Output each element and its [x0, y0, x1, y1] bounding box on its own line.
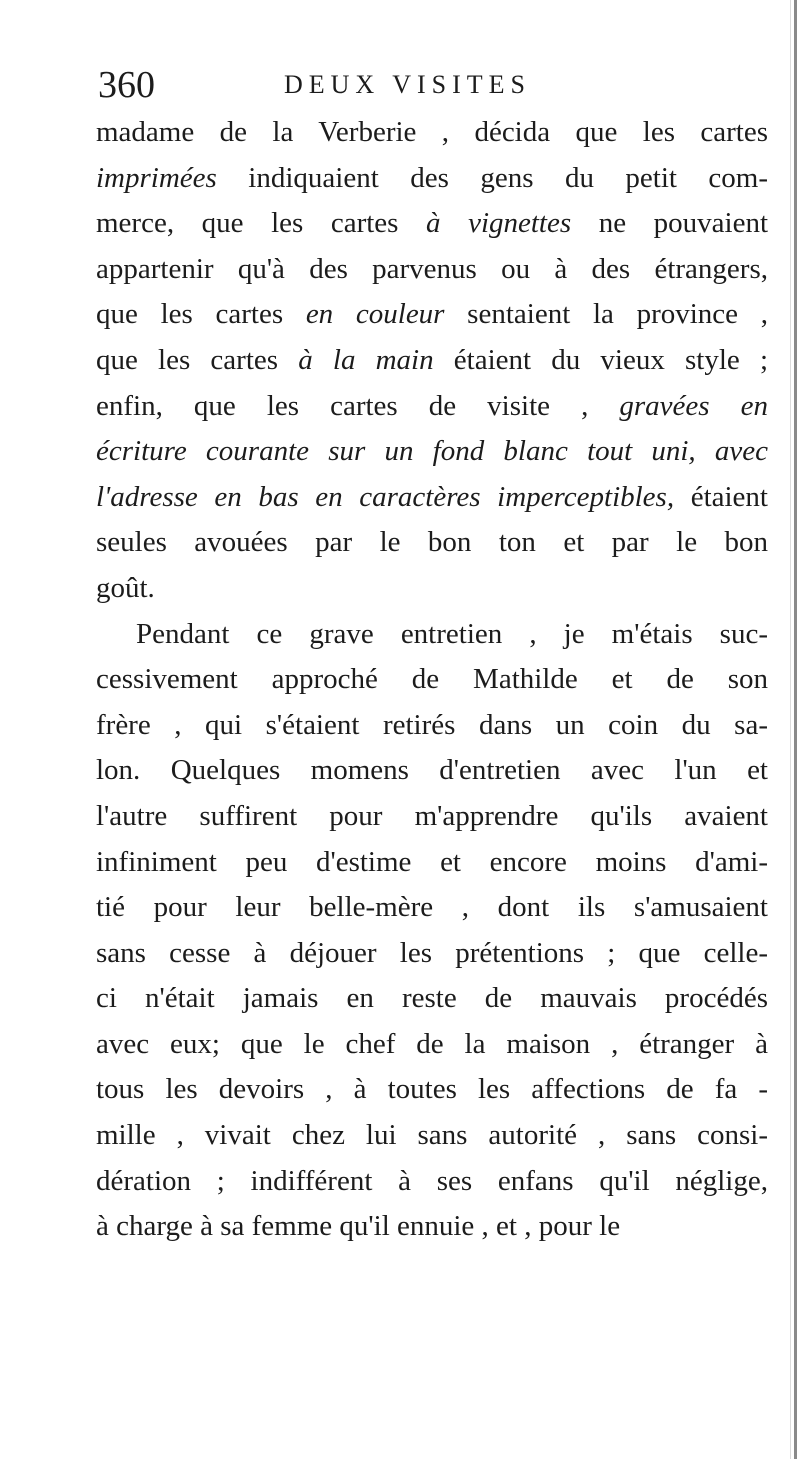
text-run: merce, que les cartes [96, 207, 427, 240]
text-line [96, 794, 768, 840]
text-line [96, 1067, 768, 1113]
text-line [96, 840, 768, 886]
text-line [96, 1113, 768, 1159]
text-line [96, 201, 768, 247]
italic-run: gravées en [619, 389, 768, 422]
text-line [96, 657, 768, 703]
text-line [96, 1159, 768, 1205]
page-edge-inner [790, 0, 791, 1459]
text-line [96, 1204, 768, 1250]
text-line [96, 1022, 768, 1068]
text-line [96, 931, 768, 977]
text-run: étaient du vieux style ; [433, 343, 768, 376]
text-run: lon. Quelques momens d'entretien avec l'un et [96, 754, 768, 787]
italic-run: imprimées [96, 161, 217, 194]
text-line [96, 520, 768, 566]
text-run: tié pour leur belle-mère , dont ils s'amusaient [96, 891, 768, 924]
page-header [98, 62, 738, 112]
text-run: avec eux; que le chef de la maison , étranger à [96, 1027, 768, 1060]
italic-run: à la main [298, 343, 434, 376]
text-run: cessivement approché de Mathilde et de son [96, 663, 768, 696]
text-run: indiquaient des gens du petit com- [216, 161, 768, 194]
text-run: ne pouvaient [571, 207, 768, 240]
page-edge [794, 0, 797, 1459]
text-run: infiniment peu d'estime et encore moins d'ami- [96, 845, 768, 878]
running-head: DEUX VISITES [284, 70, 532, 99]
text-line [96, 384, 768, 430]
text-run: appartenir qu'à des parvenus ou à des étrangers, [96, 252, 768, 285]
text-run: tous les devoirs , à toutes les affections de fa - [96, 1073, 768, 1106]
italic-run: à vignettes [426, 207, 572, 240]
text-line [96, 566, 768, 612]
text-run: goût. [96, 571, 155, 604]
text-run: étaient [674, 480, 768, 513]
italic-run: l'adresse en bas en caractères imperceptibles, [96, 480, 675, 513]
text-line [96, 748, 768, 794]
text-run: enfin, que les cartes de visite , [96, 389, 620, 422]
text-run: l'autre suffirent pour m'apprendre qu'ils avaient [96, 799, 768, 832]
text-run: ci n'était jamais en reste de mauvais procédés [96, 982, 768, 1015]
text-line [96, 429, 768, 475]
text-line [96, 885, 768, 931]
text-run: Pendant ce grave entretien , je m'étais suc- [136, 617, 768, 650]
text-line [96, 338, 768, 384]
text-run: seules avouées par le bon ton et par le bon [96, 526, 768, 559]
text-line [96, 612, 768, 658]
text-line [96, 976, 768, 1022]
text-line [96, 703, 768, 749]
text-line [96, 292, 768, 338]
body-text [96, 110, 768, 1250]
text-run: madame de la Verberie , décida que les cartes [96, 116, 768, 148]
text-line [96, 247, 768, 293]
text-line [96, 156, 768, 202]
text-run: frère , qui s'étaient retirés dans un coin du sa- [96, 708, 768, 741]
text-run: à charge à sa femme qu'il ennuie , et , pour le [96, 1210, 621, 1243]
text-run: que les cartes [96, 343, 299, 376]
text-line [96, 110, 768, 156]
italic-run: écriture courante sur un fond blanc tout uni, avec [96, 435, 768, 468]
page-number: 360 [98, 64, 155, 106]
text-run: dération ; indifférent à ses enfans qu'il néglige, [96, 1164, 768, 1197]
text-run: sentaient la province , [444, 298, 768, 331]
text-run: mille , vivait chez lui sans autorité , sans consi- [96, 1119, 768, 1152]
text-line [96, 475, 768, 521]
italic-run: en couleur [305, 298, 445, 331]
text-run: sans cesse à déjouer les prétentions ; que celle- [96, 936, 768, 969]
text-run: que les cartes [96, 298, 306, 331]
